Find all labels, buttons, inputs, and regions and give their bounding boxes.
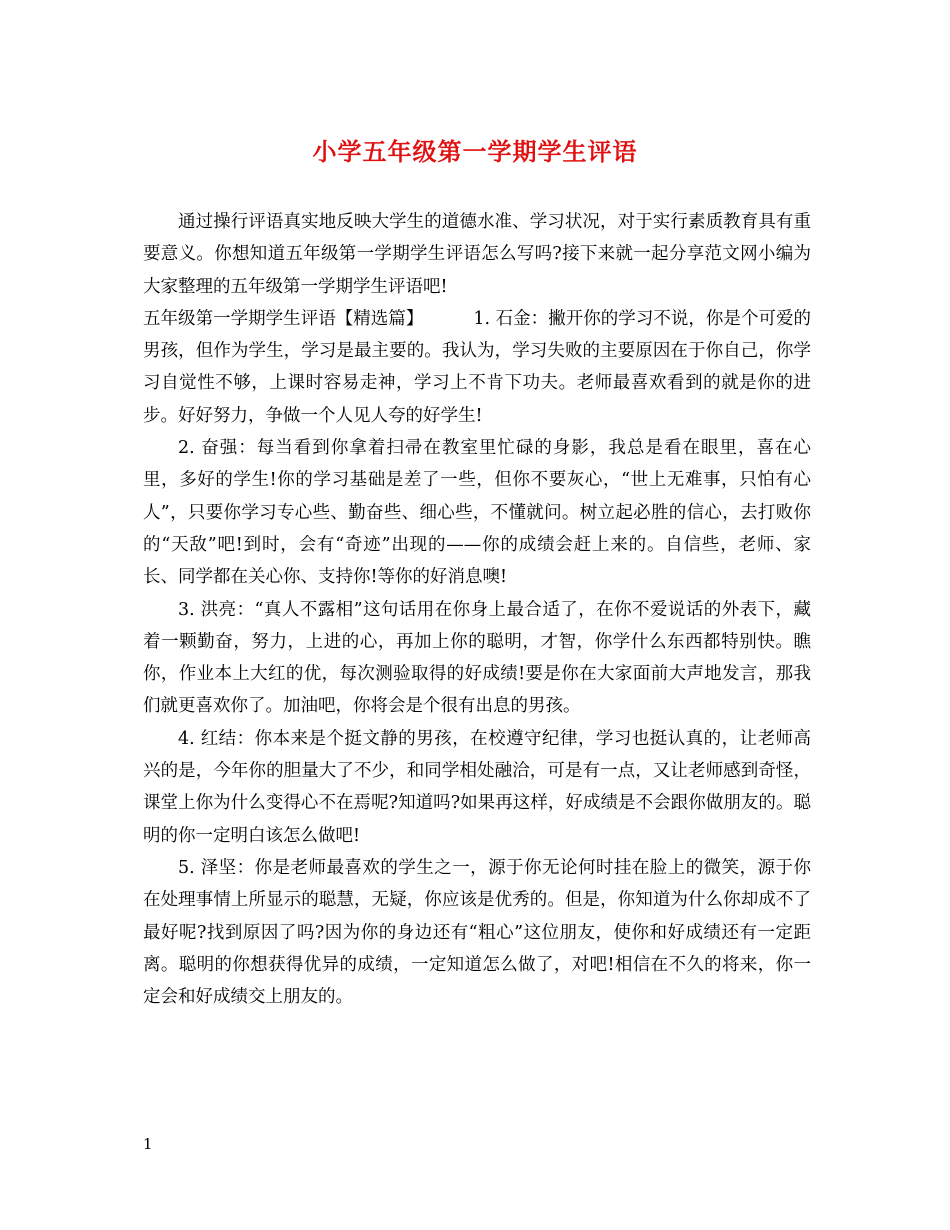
comment-3: 3. 洪亮：“真人不露相”这句话用在你身上最合适了，在你不爱说话的外表下，藏着一颗勤奋，努力，上进的心，再加上你的聪明，才智，你学什么东西都特别快。瞧你，作业本上大红的优，每次测验取得的好成绩!要是你在大家面前大声地发言，那我们就更喜欢你了。加油吧，你将会是个很有出息的男孩。 bbox=[143, 599, 811, 717]
page-number: 1 bbox=[143, 1135, 153, 1153]
comment-1: 1. 石金：撇开你的学习不说，你是个可爱的男孩，但作为学生，学习是最主要的。我认为，学习失败的主要原因在于你自己，你学习自觉性不够，上课时容易走神，学习上不肯下功夫。老师最喜欢看到的就是你的进步。好好努力，争做一个人见人夸的好学生! bbox=[143, 308, 812, 426]
comment-2: 2. 奋强：每当看到你拿着扫帚在教室里忙碌的身影，我总是看在眼里，喜在心里，多好的学生!你的学习基础是差了一些，但你不要灰心，“世上无难事，只怕有心人”，只要你学习专心些、勤奋些、细心些，不懂就问。树立起必胜的信心，去打败你的“天敌”吧!到时，会有“奇迹”出现的——你的成绩会赶上来的。自信些，老师、家长、同学都在关心你、支持你!等你的好消息噢! bbox=[143, 438, 811, 588]
document-body bbox=[143, 206, 811, 1013]
intro-paragraph: 通过操行评语真实地反映大学生的道德水准、学习状况，对于实行素质教育具有重要意义。你想知道五年级第一学期学生评语怎么写吗?接下来就一起分享范文网小编为大家整理的五年级第一学期学生评语吧! bbox=[143, 212, 811, 297]
comment-5: 5. 泽坚：你是老师最喜欢的学生之一，源于你无论何时挂在脸上的微笑，源于你在处理事情上所显示的聪慧，无疑，你应该是优秀的。但是，你知道为什么你却成不了最好呢?找到原因了吗?因为你的身边还有“粗心”这位朋友，使你和好成绩还有一定距离。聪明的你想获得优异的成绩，一定知道怎么做了，对吧!相信在不久的将来，你一定会和好成绩交上朋友的。 bbox=[143, 857, 811, 1008]
comment-4: 4. 红结：你本来是个挺文静的男孩，在校遵守纪律，学习也挺认真的，让老师高兴的是，今年你的胆量大了不少，和同学相处融洽，可是有一点，又让老师感到奇怪，课堂上你为什么变得心不在焉呢?知道吗?如果再这样，好成绩是不会跟你做朋友的。聪明的你一定明白该怎么做吧! bbox=[143, 728, 811, 846]
section-heading-line bbox=[143, 303, 811, 432]
document-title: 小学五年级第一学期学生评语 bbox=[312, 137, 638, 166]
section-heading: 五年级第一学期学生评语【精选篇】 bbox=[143, 308, 424, 329]
